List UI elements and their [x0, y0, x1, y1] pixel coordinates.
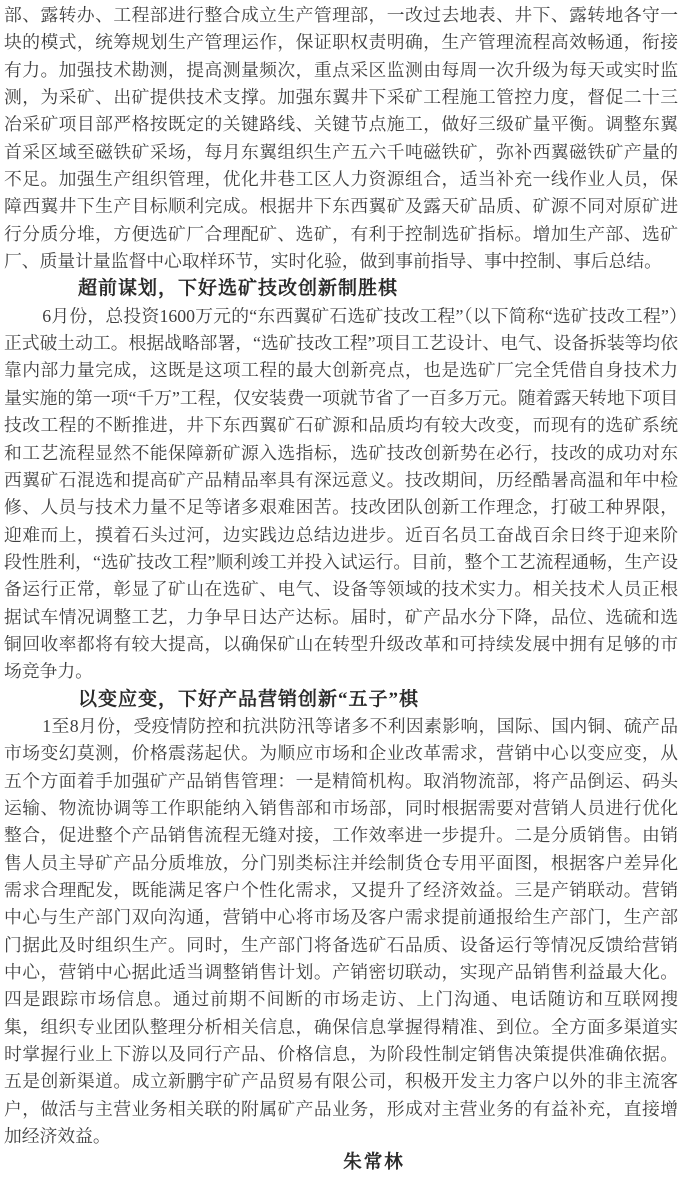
author-signature: 朱常林	[343, 1153, 405, 1174]
section-heading-marketing-innovation: 以变应变，下好产品营销创新“五子”棋	[78, 688, 420, 710]
section-heading-beneficiation-upgrade: 超前谋划，下好选矿技改创新制胜棋	[78, 278, 399, 300]
paragraph-production-management-continuation: 部、露转办、工程部进行整合成立生产管理部，一改过去地表、井下、露转地各守一块的模式，统筹规划生产管理运作，保证职权责明确，生产管理流程高效畅通，衔接有力。加强技术勘测，提高测量频次，重点采区监测由每周一次升级为每天或实时监测，为采矿、出矿提供技术支撑。加强东翼井下采矿工程施工管控力度，督促二十三冶采矿项目部严格按既定的关键路线、关键节点施工，做好三级矿量平衡。调整东翼首采区域至磁铁矿采场，每月东翼组织生产五六千吨磁铁矿，弥补西翼磁铁矿产量的不足。加强生产组织管理，优化井巷工区人力资源组合，适当补充一线作业人员，保障西翼井下生产目标顺利完成。根据井下东西翼矿及露天矿品质、矿源不同对原矿进行分质分堆，方便选矿厂合理配矿、选矿，有利于控制选矿指标。增加生产部、选矿厂、质量计量监督中心取样环节，实时化验，做到事前指导、事中控制、事后总结。	[4, 5, 678, 272]
paragraph-marketing-five-measures: 1至8月份，受疫情防控和抗洪防汛等诸多不利因素影响，国际、国内铜、硫产品市场变幻莫测，价格震荡起伏。为顺应市场和企业改革需求，营销中心以变应变，从五个方面着手加强矿产品销售管理：一是精简机构。取消物流部，将产品倒运、码头运输、物流协调等工作职能纳入销售部和市场部，同时根据需要对营销人员进行优化整合，促进整个产品销售流程无缝对接，工作效率进一步提升。二是分质销售。由销售人员主导矿产品分质堆放，分门别类标注并绘制货仓专用平面图，根据客户差异化需求合理配发，既能满足客户个性化需求，又提升了经济效益。三是产销联动。营销中心与生产部门双向沟通，营销中心将市场及客户需求提前通报给生产部门，生产部门据此及时组织生产。同时，生产部门将备选矿石品质、设备运行等情况反馈给营销中心，营销中心据此适当调整销售计划。产销密切联动，实现产品销售利益最大化。四是跟踪市场信息。通过前期不间断的市场走访、上门沟通、电话随访和互联网搜集，组织专业团队整理分析相关信息，确保信息掌握得精准、到位。全方面多渠道实时掌握行业上下游以及同行产品、价格信息，为阶段性制定销售决策提供准确依据。五是创新渠道。成立新鹏宇矿产品贸易有限公司，积极开发主力客户以外的非主流客户，做活与主营业务相关联的附属矿产品业务，形成对主营业务的有益补充，直接增加经济效益。	[4, 715, 678, 1147]
paragraph-beneficiation-project: 6月份，总投资1600万元的“东西翼矿石选矿技改工程”（以下简称“选矿技改工程”）正式破土动工。根据战略部署，“选矿技改工程”项目工艺设计、电气、设备拆装等均依靠内部力量完成，这既是这项工程的最大创新亮点，也是选矿厂完全凭借自身技术力量实施的第一项“千万”工程，仅安装费一项就节省了一百多万元。随着露天转地下项目技改工程的不断推进，井下东西翼矿石矿源和品质均有较大改变，而现有的选矿系统和工艺流程显然不能保障新矿源入选指标，选矿技改创新势在必行，技改的成功对东西翼矿石混选和提高矿产品精品率具有深远意义。技改期间，历经酷暑高温和年中检修、人员与技术力量不足等诸多艰难困苦。技改团队创新工作理念，打破工种界限，迎难而上，摸着石头过河，边实践边总结边进步。近百名员工奋战百余日终于迎来阶段性胜利，“选矿技改工程”顺利竣工并投入试运行。目前，整个工艺流程通畅，生产设备运行正常，彰显了矿山在选矿、电气、设备等领域的技术实力。相关技术人员正根据试车情况调整工艺，力争早日达产达标。届时，矿产品水分下降，品位、选硫和选铜回收率都将有较大提高，以确保矿山在转型升级改革和可持续发展中拥有足够的市场竞争力。	[4, 305, 678, 682]
